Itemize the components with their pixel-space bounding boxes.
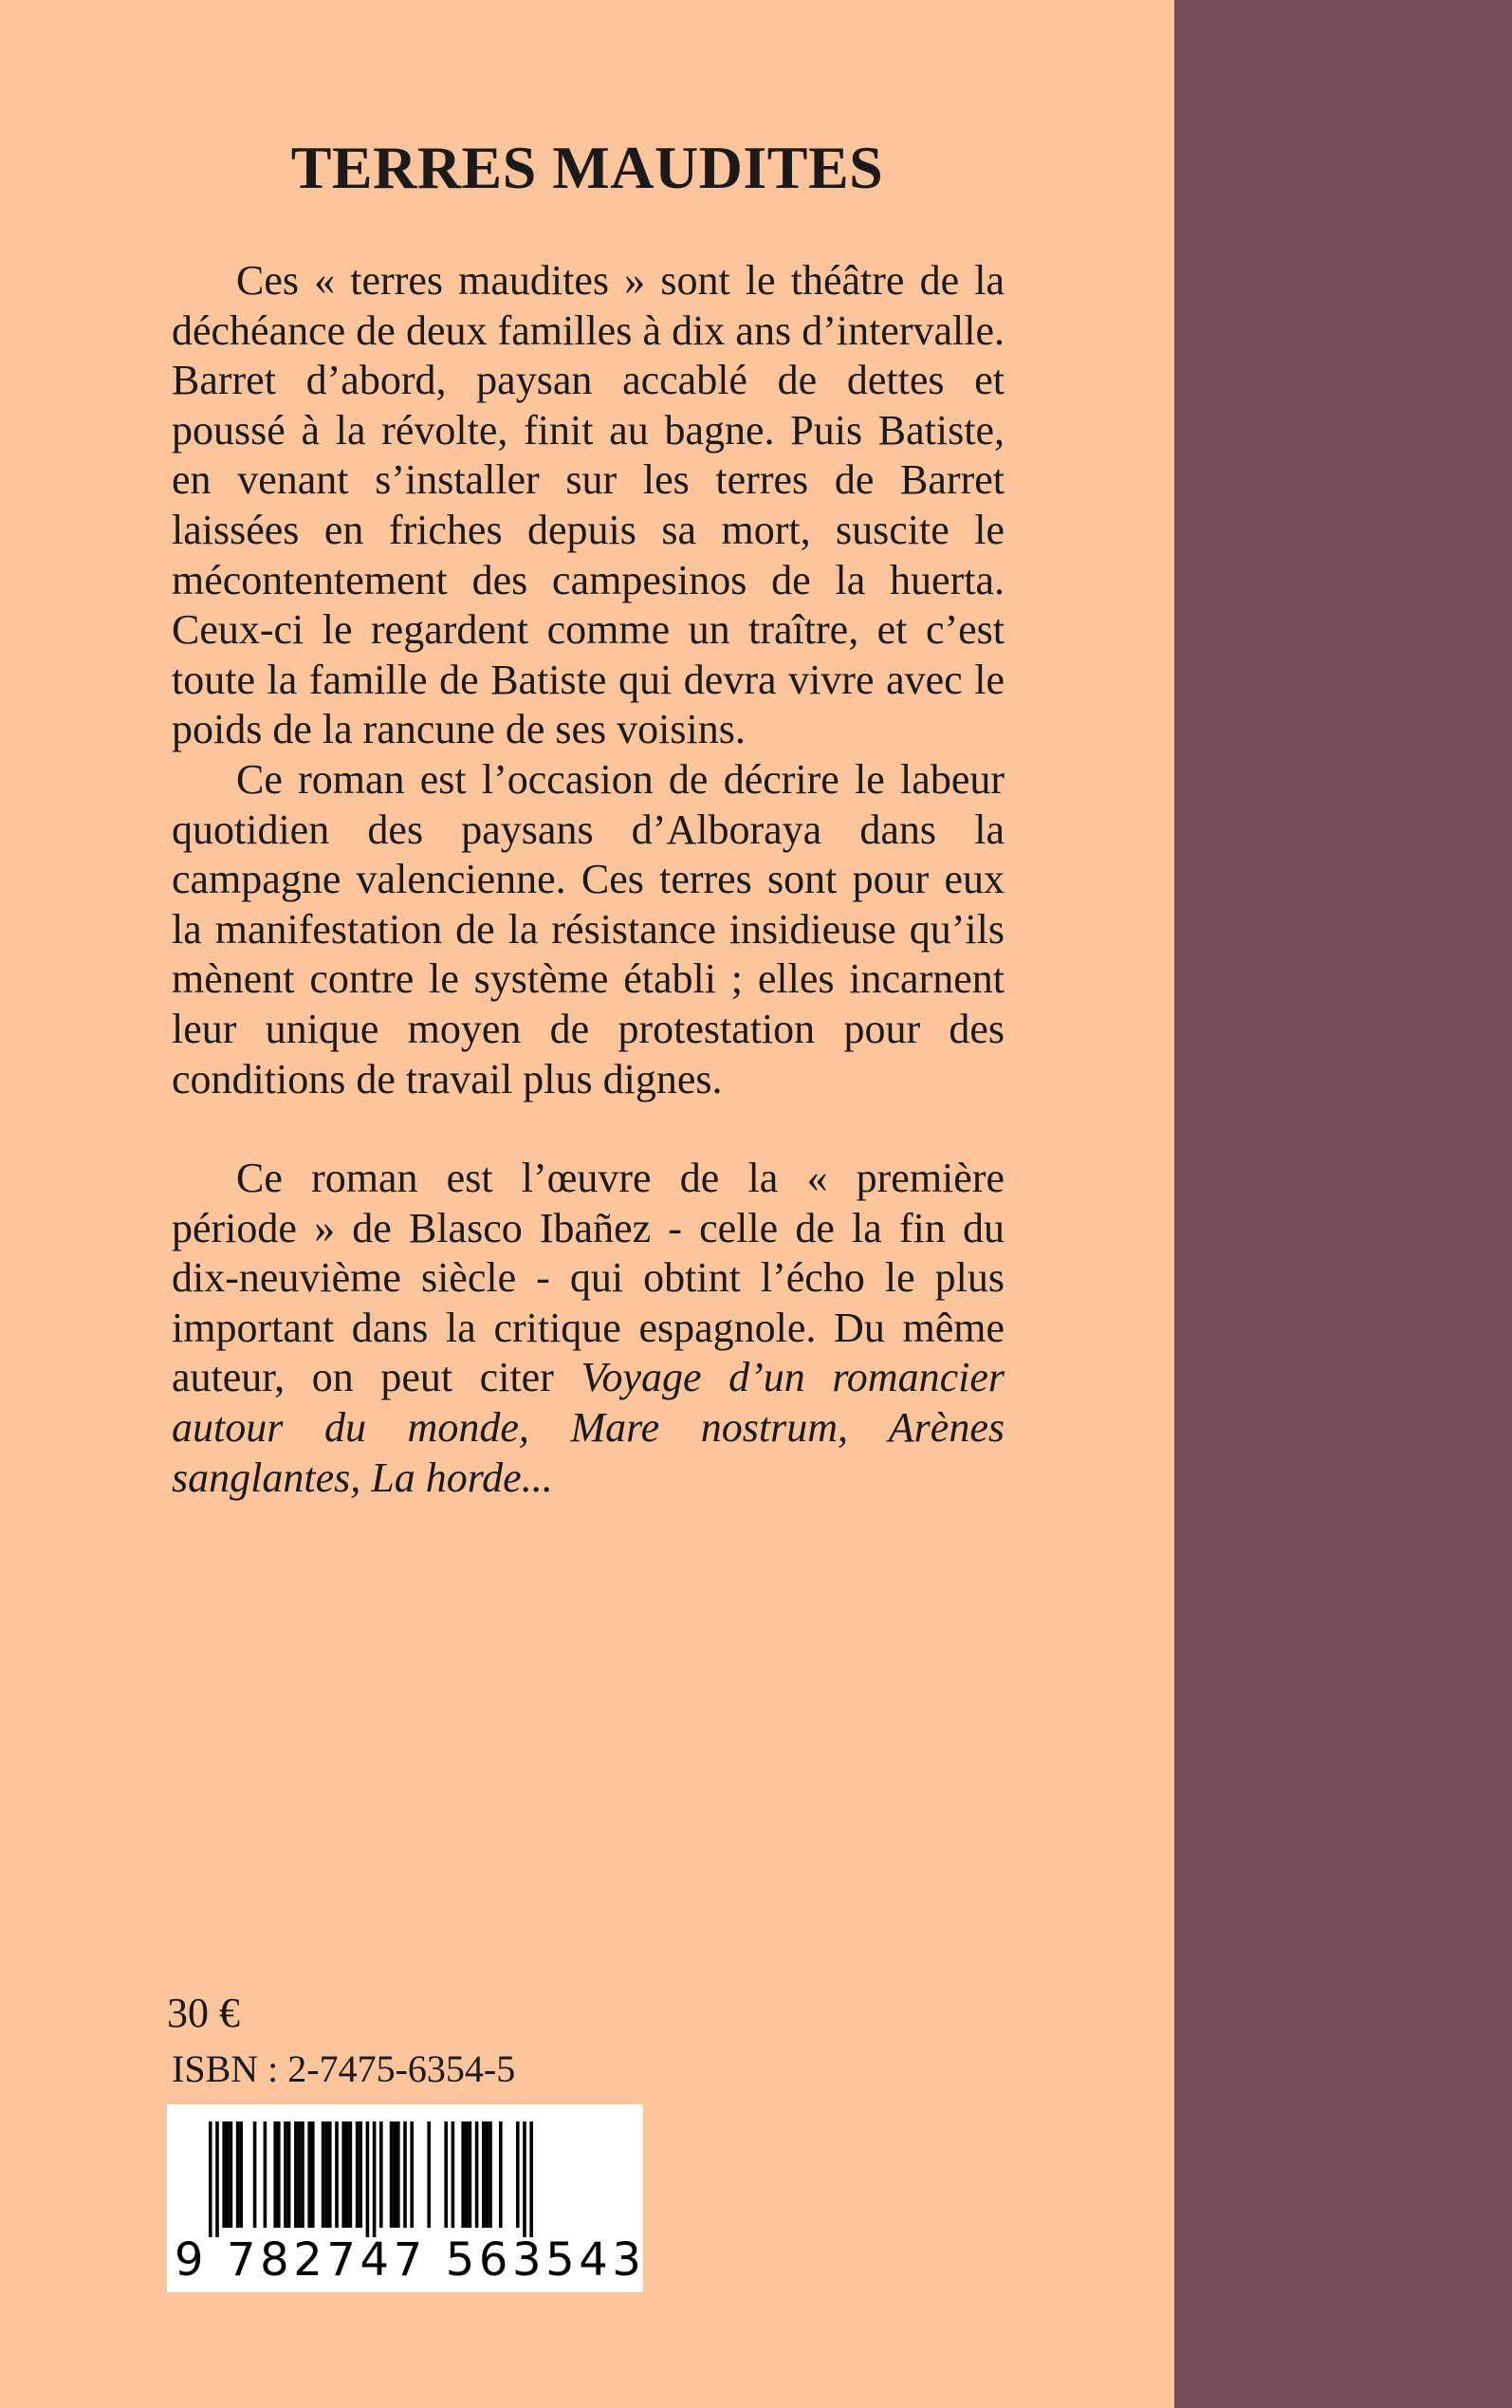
barcode-bar — [209, 2121, 212, 2237]
author-other-works: Voyage d’un romancier autour du monde, Mare nostrum, Arènes sanglantes, La horde... — [172, 1354, 1005, 1501]
barcode-bar — [461, 2121, 465, 2228]
barcode-bar — [294, 2121, 298, 2228]
barcode-bar — [465, 2121, 469, 2228]
barcode-bar — [482, 2121, 486, 2228]
barcode-bar — [307, 2121, 311, 2228]
barcode-bar — [486, 2121, 489, 2228]
barcode-bar — [393, 2121, 396, 2228]
barcode-bar — [345, 2121, 349, 2228]
barcode-bar — [356, 2121, 360, 2228]
barcode-digits: 9 782747 563543 — [175, 2233, 646, 2287]
barcode — [167, 2104, 646, 2292]
barcode-bar — [264, 2121, 267, 2228]
barcode-bar — [341, 2121, 345, 2228]
blurb-paragraph-3-text: Ce roman est l’œuvre de la « première période » de Blasco Ibañez - celle de la fin du dix-neuvième siècle - qui obtint l’écho le plus important dans la critique espagnole. Du même auteur, on peut citer — [172, 1155, 1005, 1401]
blurb-paragraph-1: Ces « terres maudites » sont le théâtre de la déchéance de deux familles à dix ans d’intervalle. Barret d’abord, paysan accablé de dettes et poussé à la révolte, finit au bagne. Puis Batiste, en venant s’installer sur les terres de Barret laissées en friches depuis sa mort, suscite le mécontentement des campesinos de la huerta. Ceux-ci le regardent comme un traître, et c’est toute la famille de Batiste qui devra vivre avec le poids de la rancune de ses voisins. — [172, 257, 1005, 753]
barcode-bar — [222, 2121, 226, 2228]
barcode-bar — [373, 2121, 377, 2237]
barcode-bar — [273, 2121, 277, 2228]
blurb-paragraph-3 — [172, 1154, 1005, 1503]
price-label: 30 € — [167, 1990, 240, 2036]
barcode-bar — [230, 2121, 233, 2228]
barcode-bar — [253, 2121, 257, 2228]
barcode-bar — [499, 2121, 503, 2228]
barcode-bar — [335, 2121, 339, 2228]
barcode-bar — [298, 2121, 302, 2228]
isbn-label: ISBN : 2-7475-6354-5 — [172, 2047, 516, 2090]
barcode-bar — [403, 2121, 407, 2228]
barcode-bar — [396, 2121, 400, 2228]
blurb-paragraph-2: Ce roman est l’occasion de décrire le labeur quotidien des paysans d’Alboraya dans la campagne valencienne. Ces terres sont pour eux la manifestation de la résistance insidieuse qu’ils mènent contre le système établi ; elles incarnent leur unique moyen de protestation pour des conditions de travail plus dignes. — [172, 755, 1005, 1102]
barcode-bar — [284, 2121, 287, 2228]
barcode-bar — [301, 2121, 304, 2228]
barcode-bar — [359, 2121, 362, 2228]
barcode-bar — [349, 2121, 353, 2228]
barcode-bar — [529, 2121, 533, 2237]
book-title: TERRES MAUDITES — [290, 134, 884, 201]
barcode-bar — [239, 2121, 243, 2228]
barcode-bars — [167, 2104, 643, 2237]
barcode-bar — [469, 2121, 472, 2228]
barcode-bar — [324, 2121, 328, 2228]
barcode-bar — [410, 2121, 414, 2228]
barcode-bar — [516, 2121, 520, 2228]
barcode-bar — [390, 2121, 394, 2228]
barcode-bar — [452, 2121, 455, 2228]
barcode-bar — [287, 2121, 291, 2228]
blurb-text — [172, 256, 1005, 1503]
barcode-bar — [236, 2121, 240, 2228]
barcode-bar — [277, 2121, 281, 2228]
barcode-bar — [523, 2121, 526, 2237]
barcode-bar — [311, 2121, 315, 2228]
barcode-bar — [322, 2121, 325, 2228]
cover-spine-band — [1174, 0, 1512, 2408]
barcode-bar — [379, 2121, 383, 2228]
barcode-bar — [226, 2121, 230, 2228]
barcode-bar — [444, 2121, 448, 2228]
barcode-bar — [366, 2121, 370, 2237]
barcode-bar — [427, 2121, 431, 2228]
barcode-bar — [328, 2121, 332, 2228]
barcode-bar — [215, 2121, 219, 2237]
barcode-bar — [475, 2121, 479, 2228]
barcode-bar — [489, 2121, 492, 2228]
